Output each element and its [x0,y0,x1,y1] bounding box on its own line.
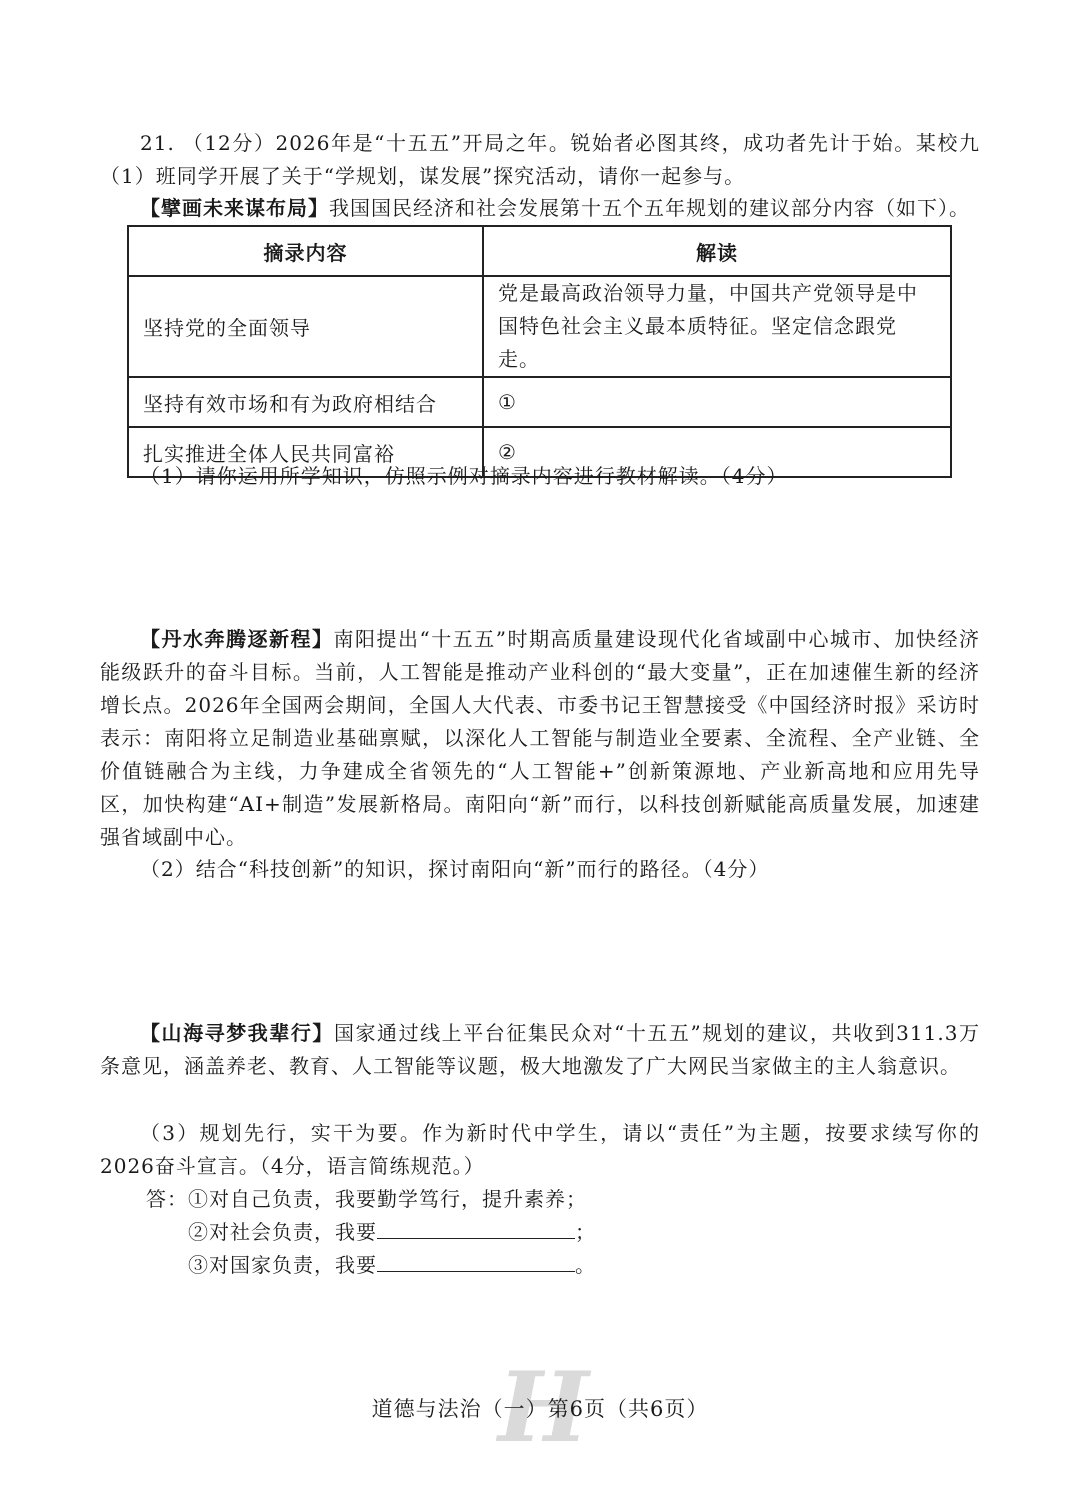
section3-tag: 【山海寻梦我辈行】 [140,1021,334,1045]
row1-interpretation: 党是最高政治领导力量，中国共产党领导是中国特色社会主义最本质特征。坚定信念跟党走。 [483,276,951,377]
row2-excerpt: 坚持有效市场和有为政府相结合 [128,377,483,427]
row2-interpretation: ① [483,377,951,427]
section2-body [100,623,980,854]
section2-tag: 【丹水奔腾逐新程】 [140,627,334,651]
section3-text: 国家通过线上平台征集民众对“十五五”规划的建议，共收到311.3万条意见，涵盖养老、教育、人工智能等议题，极大地激发了广大网民当家做主的主人翁意识。 [100,1021,980,1078]
header-interpretation: 解读 [483,226,951,276]
answer-line-3 [188,1249,596,1282]
section1-question: （1）请你运用所学知识，仿照示例对摘录内容进行教材解读。（4分） [140,464,788,488]
section1-tag: 【擘画未来谋布局】 [140,196,329,220]
answer-label: 答： [146,1187,188,1211]
section3-question: （3）规划先行，实干为要。作为新时代中学生，请以“责任”为主题，按要求续写你的2026奋斗宣言。（4分，语言简练规范。） [100,1121,980,1178]
watermark-logo: H [498,1351,589,1464]
answer-2-blank[interactable] [377,1216,575,1239]
row3-excerpt: 扎实推进全体人民共同富裕 [128,427,483,477]
section2-question: （2）结合“科技创新”的知识，探讨南阳向“新”而行的路径。（4分） [140,857,770,881]
question-intro-text: 21. （12分）2026年是“十五五”开局之年。锐始者必图其终，成功者先计于始。某校九（1）班同学开展了关于“学规划，谋发展”探究活动，请你一起参与。 [100,131,980,188]
table-row [128,276,951,377]
section1-intro [100,192,980,225]
answer-2-prefix: ②对社会负责，我要 [188,1220,377,1244]
answer-2-suffix: ； [575,1220,596,1244]
question-intro [100,127,980,193]
section3-body [100,1017,980,1083]
table-row [128,377,951,427]
answer-3-blank[interactable] [377,1249,575,1272]
header-excerpt: 摘录内容 [128,226,483,276]
answer-3-suffix: 。 [575,1253,596,1277]
section1-text: 我国国民经济和社会发展第十五个五年规划的建议部分内容（如下）。 [329,196,970,220]
row1-excerpt: 坚持党的全面领导 [128,276,483,377]
excerpt-table [127,225,952,478]
page-footer: 道德与法治（一）第6页（共6页） [371,1397,709,1421]
answer-line-2 [188,1216,596,1249]
answer-1: ①对自己负责，我要勤学笃行，提升素养； [188,1187,587,1211]
table-header-row [128,226,951,276]
row3-interpretation: ② [483,427,951,477]
answer-3-prefix: ③对国家负责，我要 [188,1253,377,1277]
section2-text: 南阳提出“十五五”时期高质量建设现代化省域副中心城市、加快经济能级跃升的奋斗目标。当前，人工智能是推动产业科创的“最大变量”，正在加速催生新的经济增长点。2026年全国两会期间，全国人大代表、市委书记王智慧接受《中国经济时报》采访时表示：南阳将立足制造业基础禀赋，以深化人工智能与制造业全要素、全流程、全产业链、全价值链融合为主线，力争建成全省领先的“人工智能+”创新策源地、产业新高地和应用先导区，加快构建“AI+制造”发展新格局。南阳向“新”而行，以科技创新赋能高质量发展，加速建强省域副中心。 [100,627,981,849]
answer-line-1 [146,1183,587,1216]
